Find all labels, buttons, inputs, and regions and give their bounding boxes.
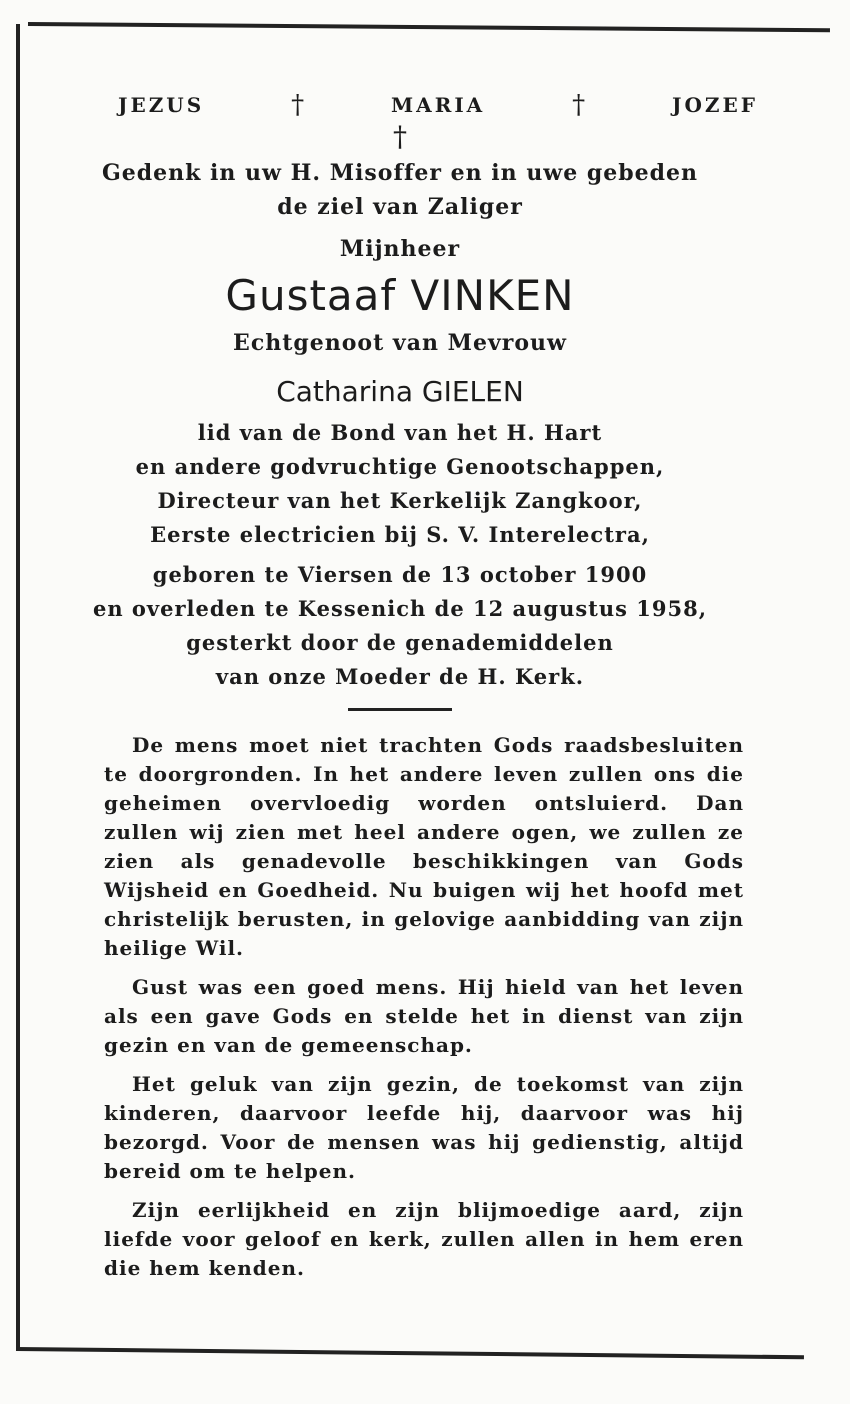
header-maria: MARIA [391,93,486,117]
paragraph: Gust was een goed mens. Hij hield van het leven als een gave Gods en stelde het in dienst van zijn gezin en van de gemeenschap. [104,975,744,1057]
card-border-left [16,24,20,1350]
date-line: geboren te Viersen de 13 october 1900 [152,562,648,587]
spouse-label: Echtgenoot van Mevrouw [233,330,567,356]
paragraph: Zijn eerlijkheid en zijn blijmoedige aard, zijn liefde voor geloof en kerk, zullen allen in hem eren die hem kenden. [104,1198,744,1280]
date-line: van onze Moeder de H. Kerk. [215,664,585,689]
header-jozef: JOZEF [672,93,758,117]
paragraph: De mens moet niet trachten Gods raadsbesluiten te doorgronden. In het andere leven zullen ons die geheimen overvloedig worden ontsluierd. Dan zullen wij zien met heel andere ogen, we zullen ze zien als genadevolle beschikkingen van Gods Wijsheid en Goedheid. Nu buigen wij het hoofd met christelijk berusten, in gelovige aanbidding van zijn heilige Wil. [104,733,744,960]
card-content [40,90,760,1293]
role-line: lid van de Bond van het H. Hart [197,420,603,445]
holy-family-header [40,90,758,120]
honorific: Mijnheer [339,236,461,262]
header-jezus: JEZUS [118,93,205,117]
life-dates [40,558,760,694]
cross-icon: † [572,90,586,120]
deceased-name: Gustaaf VINKEN [225,271,575,320]
roles-list [40,416,760,552]
card-border-bottom [16,1347,804,1359]
intro-line-1: Gedenk in uw H. Misoffer en in uwe gebeden [101,160,699,186]
intro-line-2: de ziel van Zaliger [277,194,523,220]
role-line: Eerste electricien bij S. V. Interelectra, [150,522,650,547]
intro-text [40,156,760,224]
section-divider [348,708,452,711]
date-line: gesterkt door de genademiddelen [186,630,614,655]
date-line: en overleden te Kessenich de 12 augustus 1958, [92,596,708,621]
cross-icon: † [291,90,305,120]
role-line: Directeur van het Kerkelijk Zangkoor, [157,488,643,513]
role-line: en andere godvruchtige Genootschappen, [135,454,665,479]
card-border-top [28,22,830,32]
paragraph: Het geluk van zijn gezin, de toekomst van zijn kinderen, daarvoor leefde hij, daarvoor was hij bezorgd. Voor de mensen was hij gedienstig, altijd bereid om te helpen. [104,1072,744,1183]
center-cross-icon: † [393,120,407,153]
spouse-name: Catharina GIELEN [276,375,524,408]
